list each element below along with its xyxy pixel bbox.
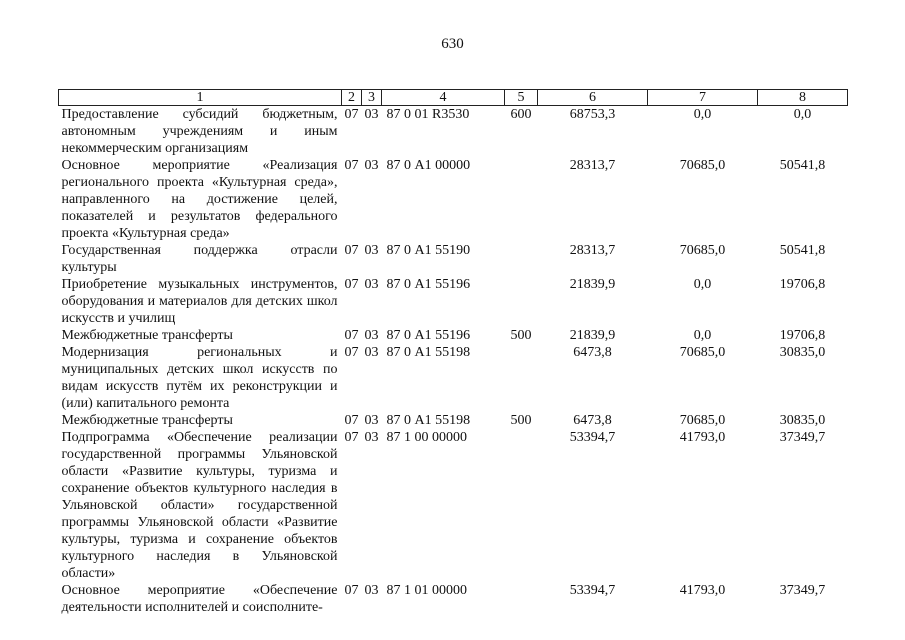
subsection-code-cell: 03 (364, 413, 379, 428)
section-code-cell: 07 (344, 243, 359, 258)
column-header: 2 (342, 90, 362, 106)
amount-year-2-cell: 70685,0 (679, 345, 726, 360)
subsection-code-cell: 03 (364, 328, 379, 343)
amount-year-1-cell: 28313,7 (569, 158, 616, 173)
table-row (59, 327, 848, 344)
amount-year-2-cell: 70685,0 (679, 413, 726, 428)
expense-type-code-cell (505, 582, 538, 616)
expense-type-code-cell: 500 (510, 328, 532, 343)
row-name-cell: Межбюджетные трансферты (61, 328, 233, 343)
row-name-cell: Предоставление субсидий бюджетным, автономным учреждениям и иным некоммерческим организациям (61, 107, 338, 156)
row-name-cell: Основное мероприятие «Реализация регионального проекта «Культурная среда», направленного на достижение целей, показателей и результатов федерального проекта «Культурная среда» (61, 158, 338, 241)
amount-year-3-cell: 37349,7 (779, 583, 826, 598)
amount-year-2-cell: 41793,0 (679, 430, 726, 445)
target-article-code-cell: 87 0 А1 00000 (386, 158, 471, 173)
amount-year-3-cell: 50541,8 (779, 158, 826, 173)
section-code-cell: 07 (344, 583, 359, 598)
amount-year-3-cell: 30835,0 (779, 413, 826, 428)
amount-year-2-cell: 0,0 (693, 328, 712, 343)
expense-type-code-cell (505, 157, 538, 242)
subsection-code-cell: 03 (364, 158, 379, 173)
subsection-code-cell: 03 (364, 107, 379, 122)
amount-year-2-cell: 0,0 (693, 107, 712, 122)
subsection-code-cell: 03 (364, 277, 379, 292)
row-name-cell: Основное мероприятие «Обеспечение деятельности исполнителей и соисполните- (61, 583, 338, 615)
amount-year-3-cell: 19706,8 (779, 277, 826, 292)
section-code-cell: 07 (344, 277, 359, 292)
amount-year-3-cell: 19706,8 (779, 328, 826, 343)
amount-year-3-cell: 50541,8 (779, 243, 826, 258)
row-name-cell: Государственная поддержка отрасли культуры (61, 243, 338, 275)
column-header: 1 (59, 90, 342, 106)
expense-type-code-cell (505, 344, 538, 412)
section-code-cell: 07 (344, 413, 359, 428)
subsection-code-cell: 03 (364, 243, 379, 258)
table-row (59, 412, 848, 429)
target-article-code-cell: 87 0 А1 55198 (386, 345, 471, 360)
table-row (59, 582, 848, 616)
section-code-cell: 07 (344, 430, 359, 445)
column-header: 8 (758, 90, 848, 106)
table-row (59, 276, 848, 327)
row-name-cell: Модернизация региональных и муниципальных детских школ искусств по видам искусств путём их реконструкции и (или) капитального ремонта (61, 345, 338, 411)
section-code-cell: 07 (344, 107, 359, 122)
amount-year-1-cell: 21839,9 (569, 277, 616, 292)
expense-type-code-cell (505, 276, 538, 327)
budget-table (58, 89, 848, 616)
target-article-code-cell: 87 0 А1 55190 (386, 243, 471, 258)
page-number: 630 (441, 36, 464, 52)
table-body (59, 106, 848, 617)
table-row (59, 242, 848, 276)
amount-year-1-cell: 6473,8 (573, 413, 612, 428)
row-name-cell: Подпрограмма «Обеспечение реализации государственной программы Ульяновской области «Развитие культуры, туризма и сохранение объектов культурного наследия в Ульяновской области» государственной программы Ульяновской области «Развитие культуры, туризма и сохранение объектов культурного наследия в Ульяновской области» (61, 430, 338, 581)
table-row (59, 106, 848, 158)
column-header: 3 (362, 90, 382, 106)
expense-type-code-cell: 600 (510, 107, 532, 122)
row-name-cell: Приобретение музыкальных инструментов, оборудования и материалов для детских школ искусств и училищ (61, 277, 338, 326)
subsection-code-cell: 03 (364, 583, 379, 598)
amount-year-2-cell: 0,0 (693, 277, 712, 292)
table-row (59, 429, 848, 582)
section-code-cell: 07 (344, 158, 359, 173)
header-row (59, 90, 848, 106)
amount-year-2-cell: 70685,0 (679, 158, 726, 173)
target-article-code-cell: 87 1 01 00000 (386, 583, 467, 598)
amount-year-1-cell: 28313,7 (569, 243, 616, 258)
target-article-code-cell: 87 0 А1 55198 (386, 413, 471, 428)
expense-type-code-cell: 500 (510, 413, 532, 428)
expense-type-code-cell (505, 429, 538, 582)
target-article-code-cell: 87 0 А1 55196 (386, 277, 471, 292)
amount-year-1-cell: 21839,9 (569, 328, 616, 343)
amount-year-1-cell: 6473,8 (573, 345, 612, 360)
section-code-cell: 07 (344, 328, 359, 343)
subsection-code-cell: 03 (364, 430, 379, 445)
amount-year-3-cell: 30835,0 (779, 345, 826, 360)
amount-year-3-cell: 0,0 (793, 107, 812, 122)
column-header: 6 (538, 90, 648, 106)
column-header: 4 (382, 90, 505, 106)
row-name-cell: Межбюджетные трансферты (61, 413, 233, 428)
amount-year-1-cell: 68753,3 (569, 107, 616, 122)
amount-year-1-cell: 53394,7 (569, 583, 616, 598)
table-row (59, 157, 848, 242)
amount-year-2-cell: 70685,0 (679, 243, 726, 258)
column-header: 7 (648, 90, 758, 106)
subsection-code-cell: 03 (364, 345, 379, 360)
expense-type-code-cell (505, 242, 538, 276)
amount-year-2-cell: 41793,0 (679, 583, 726, 598)
table-row (59, 344, 848, 412)
target-article-code-cell: 87 1 00 00000 (386, 430, 467, 445)
target-article-code-cell: 87 0 01 R3530 (386, 107, 470, 122)
amount-year-1-cell: 53394,7 (569, 430, 616, 445)
column-header: 5 (505, 90, 538, 106)
target-article-code-cell: 87 0 А1 55196 (386, 328, 471, 343)
amount-year-3-cell: 37349,7 (779, 430, 826, 445)
section-code-cell: 07 (344, 345, 359, 360)
